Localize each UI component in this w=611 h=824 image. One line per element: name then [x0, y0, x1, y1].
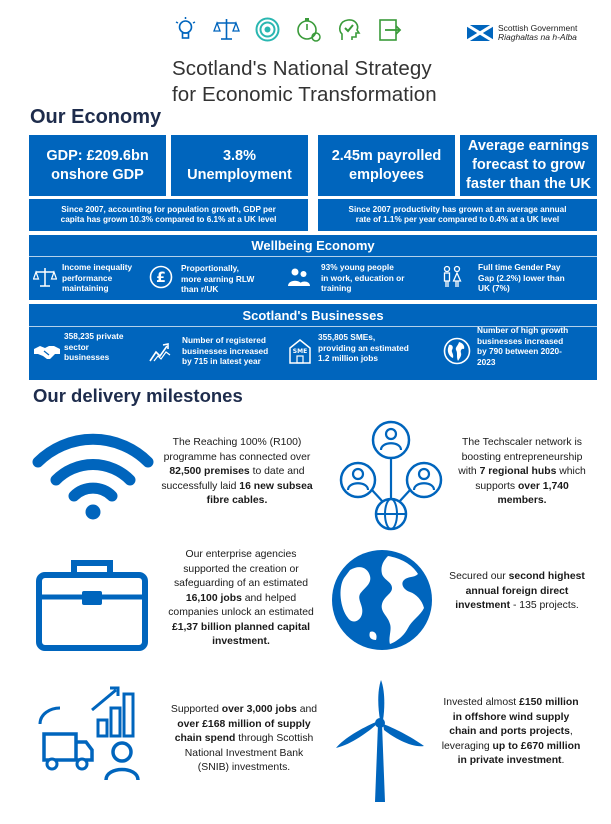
business-item: Number of registered businesses increased by 715 in latest year [182, 335, 269, 366]
kpi-unemployment: 3.8% Unemployment [171, 135, 308, 196]
milestone-snib: Supported over 3,000 jobs and over £168 million of supply chain spend through Scottish National Investment Bank (SNIB) investments. [170, 704, 318, 773]
stopwatch-gear-icon [295, 16, 322, 43]
kpi-payrolled: 2.45m payrolled employees [318, 135, 455, 196]
wellbeing-item: Proportionally, more earning RLW than r/UK [181, 263, 255, 294]
saltire-icon [467, 25, 493, 41]
milestone-offshore-wind: Invested almost £150 million in offshore wind supply chain and ports projects, leveraging up to £670 million in private investment. [441, 697, 581, 766]
page-title: Scotland's National Strategy for Economic Transformation [172, 57, 437, 106]
businesses-title: Scotland's Businesses [242, 308, 384, 323]
business-item: 358,235 private sector businesses [64, 331, 124, 362]
briefcase-icon [36, 555, 148, 651]
world-globe-icon [330, 548, 434, 652]
pound-coin-icon [149, 265, 173, 289]
wellbeing-panel [29, 235, 597, 300]
wind-turbine-icon [332, 678, 428, 804]
network-people-icon [338, 420, 444, 532]
scottish-government-logo [467, 24, 577, 42]
supply-chain-icon [30, 684, 148, 784]
gdp-capita-note: Since 2007, accounting for population growth, GDP per capita has grown 10.3% compared to 6.1% at a UK level [29, 199, 308, 231]
kpi-earnings: Average earnings forecast to grow faster than the UK [460, 135, 597, 196]
wellbeing-item: Income inequality performance maintaining [62, 262, 133, 293]
business-item: 355,805 SMEs, providing an estimated 1.2 million jobs [318, 332, 409, 363]
people-icon [287, 265, 311, 289]
delivery-heading: Our delivery milestones [33, 385, 243, 406]
business-item: Number of high growth businesses increased by 790 between 2020- 2023 [477, 325, 569, 367]
gov-name: Scottish Government [498, 23, 578, 33]
kpi-gdp: GDP: £209.6bn onshore GDP [29, 135, 166, 196]
wellbeing-title: Wellbeing Economy [251, 238, 375, 253]
economy-heading: Our Economy [30, 106, 162, 128]
scales-icon [213, 16, 240, 43]
sme-building-icon [288, 338, 312, 364]
scales-icon [33, 265, 57, 289]
gov-name-gaelic: Riaghaltas na h-Alba [498, 32, 577, 42]
svg-text:£: £ [156, 270, 166, 286]
productivity-note: Since 2007 productivity has grown at an average annual rate of 1.1% per year compared to 0.4% at a UK level [318, 199, 597, 231]
gender-icon [440, 265, 464, 289]
wellbeing-item: Full time Gender Pay Gap (2.2%) lower than UK (7%) [478, 262, 565, 293]
clipboard-arrow-icon [377, 16, 404, 43]
wifi-icon [32, 428, 154, 520]
lightbulb-icon [172, 16, 199, 43]
handshake-icon [33, 339, 61, 363]
globe-icon [443, 337, 471, 365]
svg-text:SME: SME [292, 348, 308, 355]
head-check-icon [336, 16, 363, 43]
wellbeing-item: 93% young people in work, education or training [321, 262, 405, 293]
milestone-r100: The Reaching 100% (R100) programme has connected over 82,500 premises to date and successfully laid 16 new subsea fibre cables. [161, 437, 313, 506]
header-icon-row [172, 16, 404, 43]
target-icon [254, 16, 281, 43]
milestone-fdi: Secured our second highest annual foreign direct investment - 135 projects. [449, 571, 585, 611]
milestone-techscaler: The Techscaler network is boosting entrepreneurship with 7 regional hubs which supports over 1,740 members. [458, 437, 586, 506]
growth-chart-icon [149, 340, 173, 364]
milestone-enterprise: Our enterprise agencies supported the creation or safeguarding of an estimated 16,100 jobs and helped companies unlock an estimated £1,37 billion planned capital investment. [168, 549, 314, 647]
businesses-panel [29, 304, 597, 380]
